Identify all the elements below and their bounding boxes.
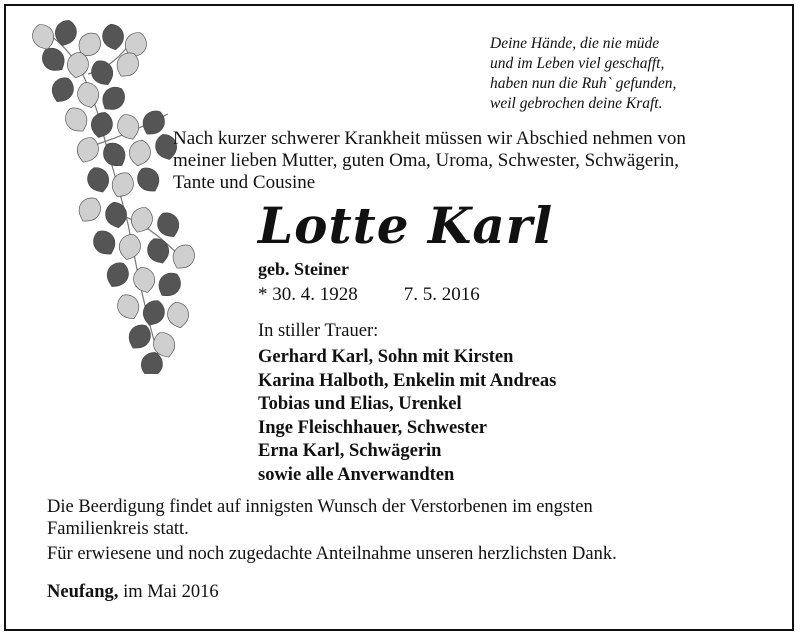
ivy-leaf xyxy=(103,259,133,291)
mourner: Tobias und Elias, Urenkel xyxy=(258,394,462,414)
ivy-leaf xyxy=(153,268,185,301)
ivy-leaf xyxy=(139,297,168,329)
mourning-title: In stiller Trauer: xyxy=(258,321,379,341)
mourner: Erna Karl, Schwägerin xyxy=(258,441,442,461)
ivy-leaf xyxy=(74,193,105,226)
mourner: Karina Halboth, Enkelin mit Andreas xyxy=(258,370,557,391)
ivy-leaf xyxy=(75,80,102,111)
mourners-list xyxy=(258,346,556,487)
mourner: Inge Fleischhauer, Schwester xyxy=(258,417,488,438)
poem-line: haben nun die Ruh` gefunden, xyxy=(490,75,677,92)
ivy-leaf xyxy=(114,111,143,143)
ivy-leaf xyxy=(133,163,164,196)
ivy-leaf xyxy=(99,138,131,171)
mourner: Gerhard Karl, Sohn mit Kirsten xyxy=(258,347,514,367)
intro-text xyxy=(173,128,773,194)
intro-line: Tante und Cousine xyxy=(173,172,316,193)
ivy-leaf xyxy=(84,164,113,196)
ivy-leaf xyxy=(88,110,115,141)
funeral-line: Die Beerdigung findet auf innigsten Wunsch der Verstorbenen im engsten xyxy=(47,497,593,517)
death-date: 7. 5. 2016 xyxy=(403,284,480,305)
poem xyxy=(490,34,676,114)
ivy-leaf xyxy=(168,240,199,273)
poem-line: Deine Hände, die nie müde xyxy=(490,35,660,52)
ivy-leaves-decoration xyxy=(18,14,208,374)
ivy-leaf xyxy=(108,169,138,201)
birth-name: geb. Steiner xyxy=(258,259,349,279)
closing-date: im Mai 2016 xyxy=(123,582,219,602)
birth-date: * 30. 4. 1928 xyxy=(258,284,358,305)
intro-line: Nach kurzer schwerer Krankheit müssen wir Abschied nehmen von xyxy=(173,128,686,149)
ivy-leaf xyxy=(48,74,78,106)
ivy-leaf xyxy=(52,18,79,49)
thanks-text: Für erwiesene und noch zugedachte Anteilnahme unseren herzlichsten Dank. xyxy=(47,544,617,564)
ivy-leaf xyxy=(89,226,120,259)
ivy-leaf xyxy=(61,103,92,136)
place-name: Neufang, xyxy=(47,582,119,602)
ivy-leaf xyxy=(101,22,126,51)
ivy-leaf xyxy=(97,82,130,115)
place-date xyxy=(47,581,219,603)
ivy-leaf xyxy=(116,232,143,263)
poem-line: und im Leben viel geschafft, xyxy=(490,55,665,72)
ivy-leaf xyxy=(73,134,102,166)
ivy-leaf xyxy=(131,265,158,296)
funeral-notice xyxy=(47,496,593,540)
deceased-name: Lotte Karl xyxy=(258,196,554,255)
funeral-line: Familienkreis statt. xyxy=(47,519,189,539)
intro-line: meiner lieben Mutter, guten Oma, Uroma, Schwester, Schwägerin, xyxy=(173,150,680,171)
ivy-leaf xyxy=(166,300,191,329)
ivy-leaf xyxy=(113,291,143,323)
life-dates xyxy=(258,284,480,306)
ivy-leaf xyxy=(104,200,129,229)
ivy-leaf xyxy=(127,138,152,167)
mourner: sowie alle Anverwandten xyxy=(258,464,455,485)
ivy-leaf xyxy=(144,235,173,267)
poem-line: weil gebrochen deine Kraft. xyxy=(490,95,663,112)
